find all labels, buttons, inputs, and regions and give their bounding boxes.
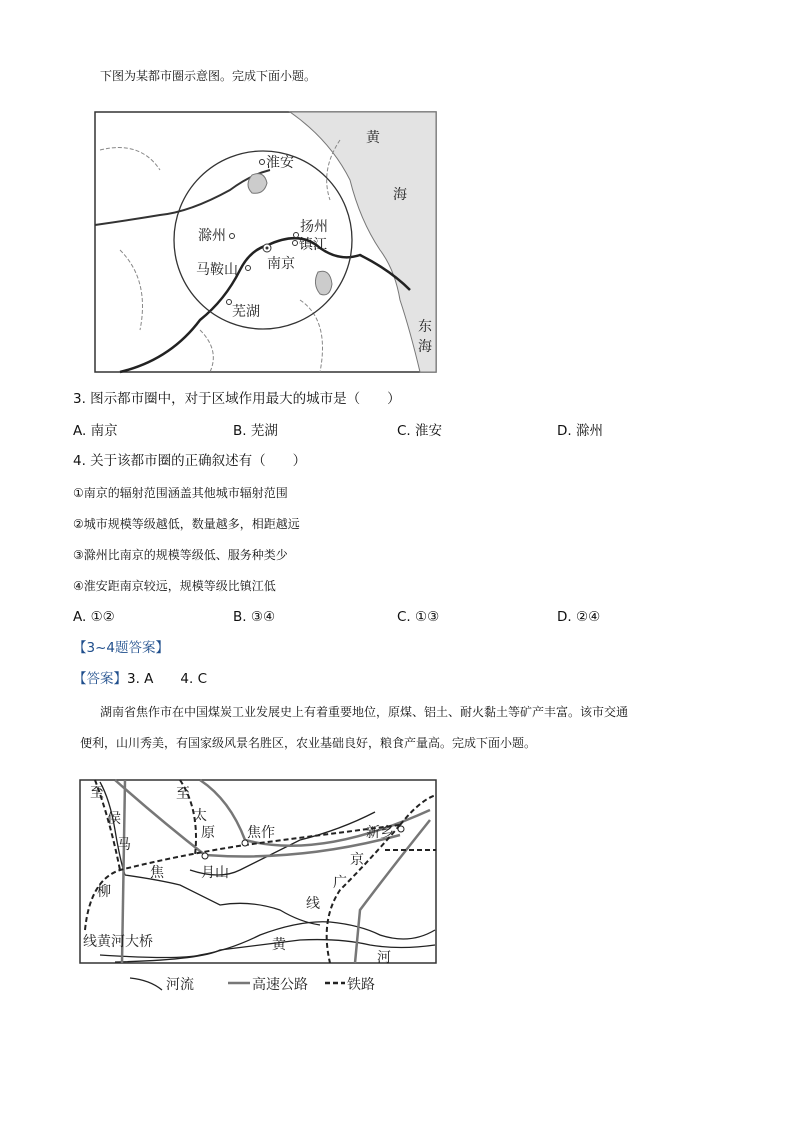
q4-statement-4: ④淮安距南京较远，规模等级比镇江低: [73, 579, 276, 593]
label-yuan: 原: [201, 825, 215, 841]
q4-statement-3: ③滁州比南京的规模等级低、服务种类少: [73, 548, 288, 562]
label-jing: 京: [350, 852, 364, 868]
label-yellow-river-bridge: 线黄河大桥: [83, 934, 153, 950]
q3-option-a: A. 南京: [73, 423, 118, 439]
label-jiao: 焦: [150, 865, 164, 881]
label-guang: 广: [333, 875, 347, 891]
label-hai: 海: [393, 187, 407, 203]
label-yueshan: 月山: [201, 865, 229, 881]
question-4-stem: 4. 关于该都市圈的正确叙述有（ ）: [73, 453, 307, 469]
answer-heading: 【3~4题答案】: [73, 640, 169, 656]
label-xian: 线: [306, 896, 320, 912]
label-dong: 东: [418, 319, 432, 335]
metro-area-map: [94, 111, 438, 374]
label-maanshan: 马鞍山: [196, 262, 238, 278]
label-zhenjiang: 镇江: [299, 237, 327, 253]
map-legend: [130, 976, 375, 993]
answer-tag: 【答案】: [73, 671, 127, 687]
label-tai: 太: [193, 808, 207, 824]
q3-option-b: B. 芜湖: [233, 423, 278, 439]
q4-option-b: B. ③④: [233, 609, 276, 625]
label-zhi: 至: [90, 785, 104, 801]
label-nanjing: 南京: [267, 256, 295, 272]
label-ma: 马: [117, 837, 131, 853]
q3-option-d: D. 滁州: [557, 423, 603, 439]
q4-statement-1: ①南京的辐射范围涵盖其他城市辐射范围: [73, 486, 288, 500]
label-liu: 柳: [97, 884, 111, 900]
lake: [315, 271, 332, 295]
q4-option-d: D. ②④: [557, 609, 601, 625]
label-yangzhou: 扬州: [300, 219, 328, 235]
label-he: 河: [377, 950, 391, 966]
q4-option-a: A. ①②: [73, 609, 115, 625]
intro-text-2-line-2: 便利，山川秀美，有国家级风景名胜区，农业基础良好，粮食产量高。完成下面小题。: [80, 736, 537, 750]
answer-text: 3. A 4. C: [127, 671, 208, 687]
intro-text-1: 下图为某都市圈示意图。完成下面小题。: [100, 69, 317, 83]
label-huang: 黄: [272, 937, 286, 953]
label-wuhu: 芜湖: [232, 304, 260, 320]
label-zhi: 至: [176, 786, 190, 802]
jiaozuo-transport-map: [78, 778, 440, 998]
q4-statement-2: ②城市规模等级越低，数量越多，相距越远: [73, 517, 300, 531]
label-hou: 侯: [107, 811, 121, 827]
q4-option-c: C. ①③: [397, 609, 440, 625]
label-huaian: 淮安: [266, 155, 294, 171]
label-xinxiang: 新乡: [366, 825, 394, 841]
answer-line: [73, 670, 207, 688]
q3-option-c: C. 淮安: [397, 423, 443, 439]
label-chuzhou: 滁州: [198, 228, 226, 244]
question-3-stem: 3. 图示都市圈中，对于区域作用最大的城市是（ ）: [73, 391, 401, 407]
legend-river: 河流: [166, 977, 194, 993]
label-huang: 黄: [366, 130, 380, 146]
intro-text-2-line-1: 湖南省焦作市在中国煤炭工业发展史上有着重要地位，原煤、铝土、耐火黏土等矿产丰富。该市交通: [100, 705, 629, 719]
legend-railway: 铁路: [347, 977, 375, 993]
label-jiaozuo: 焦作: [247, 825, 275, 841]
label-hai: 海: [418, 339, 432, 355]
legend-highway: 高速公路: [252, 977, 308, 993]
